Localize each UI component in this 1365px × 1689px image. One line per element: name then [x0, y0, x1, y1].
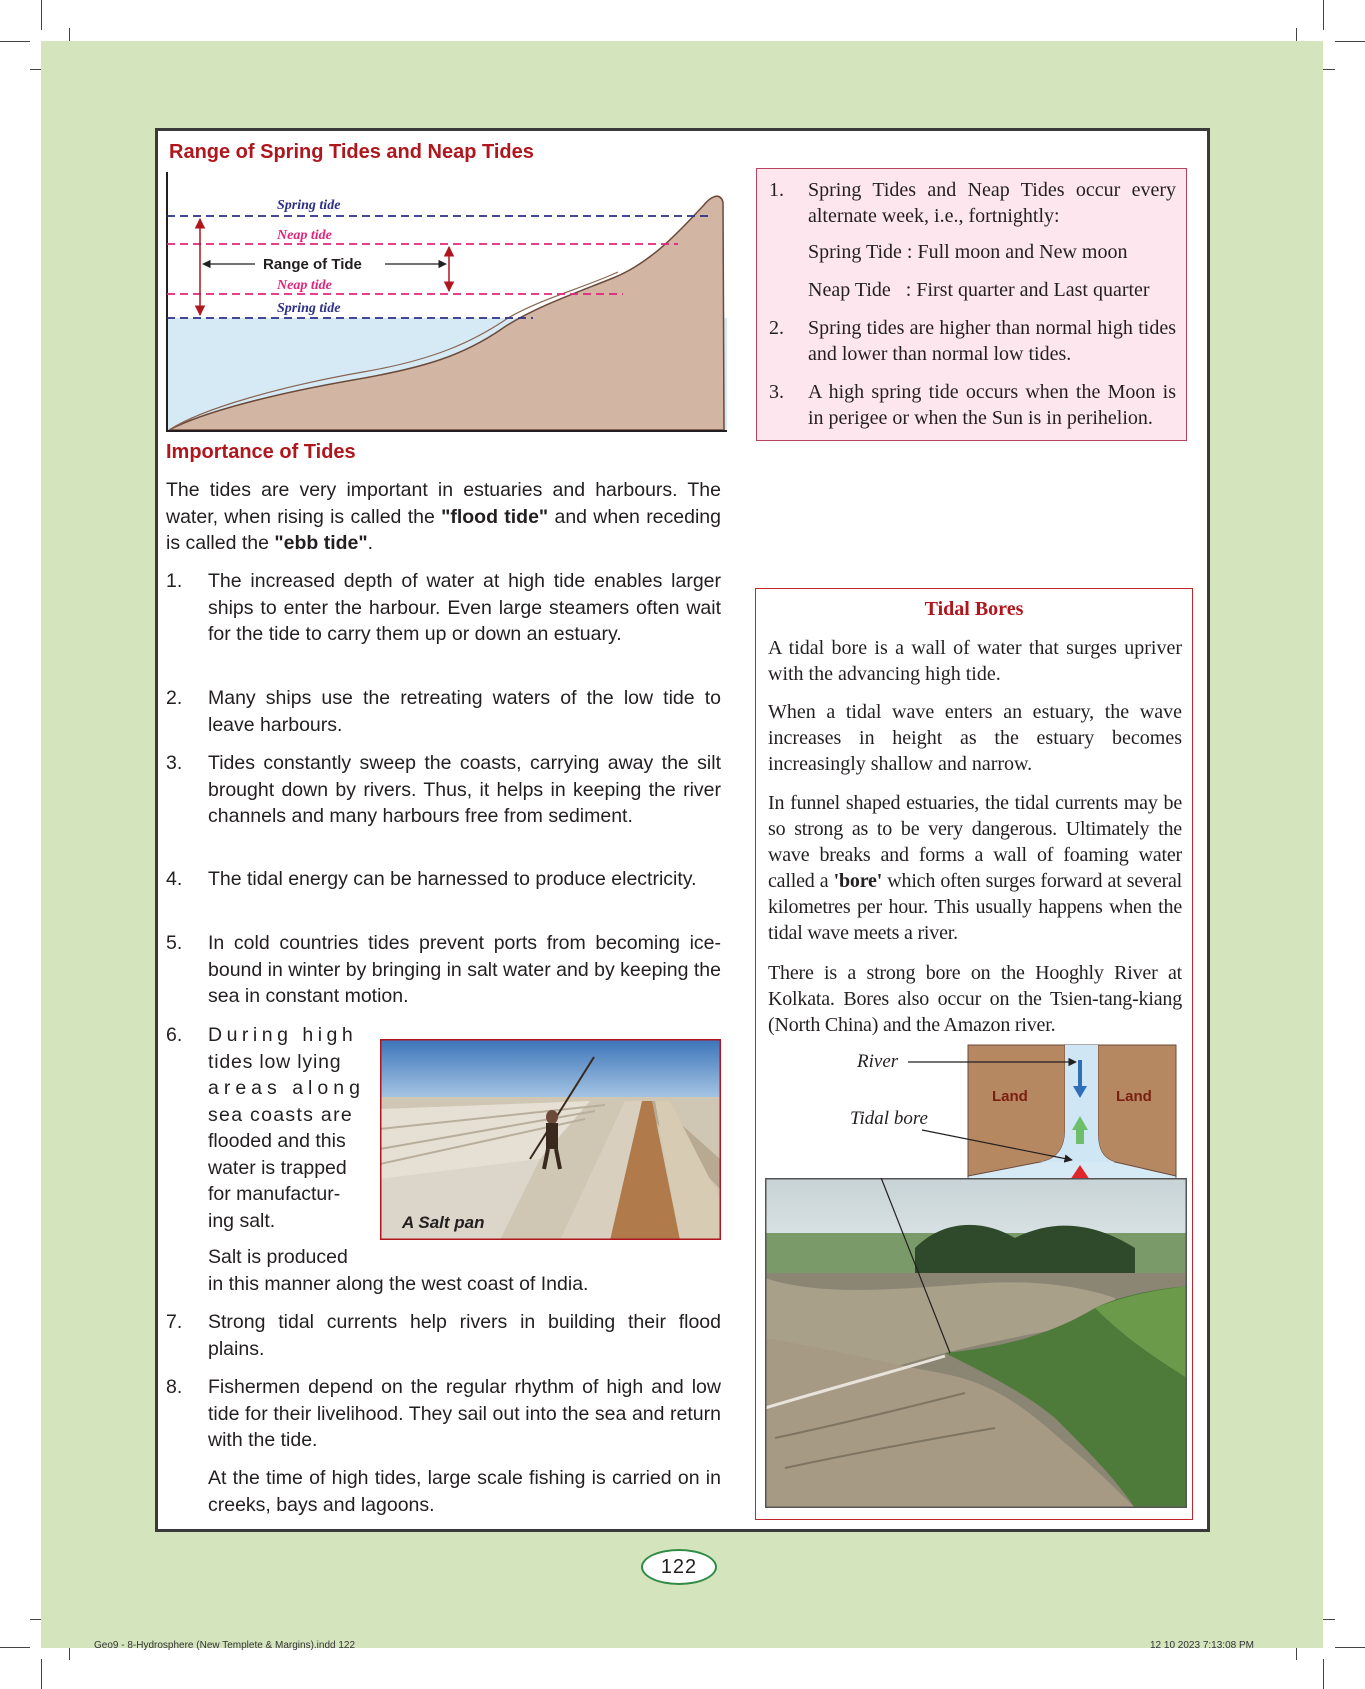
- text-line: During high: [208, 1024, 358, 1046]
- salt-pan-caption: A Salt pan: [402, 1213, 485, 1232]
- text-line: for manufactur-: [208, 1183, 341, 1205]
- text-line: Salt is produced: [208, 1246, 348, 1268]
- footer-file-info: Geo9 - 8-Hydrosphere (New Templete & Margins).indd 122: [94, 1640, 356, 1651]
- crop-mark: [41, 1659, 42, 1689]
- note-number: 3.: [769, 381, 784, 403]
- note-item: [769, 177, 1176, 233]
- footer-timestamp: 12 10 2023 7:13:08 PM: [1150, 1640, 1254, 1651]
- tide-range-diagram: [163, 172, 731, 434]
- item8-extra: At the time of high tides, large scale fishing is carried on in creeks, bays and lagoons.: [208, 1467, 721, 1516]
- list-number: 5.: [166, 932, 183, 954]
- crop-mark: [0, 1647, 30, 1648]
- item6-continuation: [208, 1244, 721, 1297]
- label-spring-top: Spring tide: [277, 198, 341, 213]
- bores-para: [768, 790, 1182, 946]
- term-ebb-tide: "ebb tide": [274, 532, 368, 554]
- list-text: Strong tidal currents help rivers in building their flood plains.: [208, 1311, 721, 1360]
- list-text: The increased depth of water at high tide enables larger ships to enter the harbour. Even large steamers often wait for the tide to carry them up or down an estuary.: [208, 570, 721, 645]
- crop-mark: [41, 0, 42, 30]
- list-number: 8.: [166, 1376, 183, 1398]
- note-text: Spring Tides and Neap Tides occur every alternate week, i.e., fortnightly:: [808, 179, 1176, 227]
- intro-text: .: [367, 532, 374, 554]
- salt-pan-photo: [380, 1039, 721, 1240]
- crop-mark: [1335, 1647, 1365, 1648]
- list-text: Fishermen depend on the regular rhythm of high and low tide for their livelihood. They sail out into the sea and return with the tide.: [208, 1376, 721, 1451]
- bores-text: In funnel shaped estuaries, the tidal currents may be so strong as to be very dangerous. Ultimately the wave breaks and forms a wall of foaming water called a: [768, 792, 1182, 892]
- note-text: Spring tides are higher than normal high tides and lower than normal low tides.: [808, 317, 1176, 365]
- label-land-right: Land: [1116, 1088, 1152, 1105]
- list-text: In cold countries tides prevent ports from becoming ice-bound in winter by bringing in salt water and by keeping the sea in constant motion.: [208, 932, 721, 1007]
- page-number: 122: [641, 1549, 717, 1585]
- text-line: sea coasts are: [208, 1103, 354, 1126]
- land-right: [1098, 1045, 1176, 1176]
- note-spring: Spring Tide : Full moon and New moon: [808, 241, 1128, 263]
- label-spring-bottom: Spring tide: [277, 301, 341, 316]
- label-neap-top: Neap tide: [277, 228, 332, 243]
- item6-narrow-text: [208, 1022, 370, 1234]
- crop-mark: [1323, 0, 1324, 30]
- tide-notes-box: [756, 168, 1187, 441]
- list-number: 7.: [166, 1311, 183, 1333]
- importance-intro: [166, 477, 721, 557]
- label-river: River: [857, 1051, 899, 1072]
- label-land-left: Land: [992, 1088, 1028, 1105]
- text-line: ing salt.: [208, 1209, 276, 1232]
- text-line: in this manner along the west coast of India.: [208, 1272, 589, 1295]
- note-number: 1.: [769, 179, 784, 201]
- list-text: The tidal energy can be harnessed to produce electricity.: [208, 868, 697, 890]
- label-range-of-tide: Range of Tide: [263, 256, 362, 273]
- label-tidal-bore: Tidal bore: [850, 1108, 928, 1129]
- tidal-bores-title: Tidal Bores: [924, 598, 1024, 620]
- text-line: tides low lying: [208, 1050, 342, 1073]
- bores-text: which often surges forward at several kilometres per hour. This usually happens when the tidal wave meets a river.: [768, 870, 1182, 944]
- list-text: Tides constantly sweep the coasts, carrying away the silt brought down by rivers. Thus, it helps in keeping the river channels and many harbours free from sediment.: [208, 752, 721, 827]
- term-bore: 'bore': [833, 870, 883, 892]
- text-line: flooded and this: [208, 1130, 346, 1152]
- tidal-bore-photo: [765, 1178, 1187, 1508]
- diagram-title: Range of Spring Tides and Neap Tides: [169, 141, 534, 163]
- text-line: water is trapped: [208, 1156, 347, 1179]
- bores-para: A tidal bore is a wall of water that surges upriver with the advancing high tide.: [768, 637, 1182, 685]
- label-neap-bottom: Neap tide: [277, 278, 332, 293]
- list-number: 6.: [166, 1024, 183, 1046]
- bores-para: When a tidal wave enters an estuary, the wave increases in height as the estuary becomes increasingly shallow and narrow.: [768, 701, 1182, 775]
- crop-mark: [0, 41, 30, 42]
- list-number: 1.: [166, 570, 183, 592]
- importance-heading: Importance of Tides: [166, 441, 356, 463]
- crop-mark: [1335, 41, 1365, 42]
- note-number: 2.: [769, 317, 784, 339]
- note-text: A high spring tide occurs when the Moon is in perigee or when the Sun is in perihelion.: [808, 381, 1176, 429]
- bores-para: There is a strong bore on the Hooghly River at Kolkata. Bores also occur on the Tsien-tang-kiang (North China) and the Amazon river.: [768, 962, 1182, 1036]
- text-line: areas along: [208, 1077, 365, 1099]
- list-number: 3.: [166, 752, 183, 774]
- intro-text: and when receding is called the: [166, 505, 721, 554]
- list-number: 4.: [166, 868, 183, 890]
- term-flood-tide: "flood tide": [441, 505, 549, 528]
- crop-mark: [1323, 1659, 1324, 1689]
- list-number: 2.: [166, 687, 183, 709]
- intro-text: The tides are very important in estuaries and harbours. The water, when rising is called the: [166, 479, 721, 528]
- list-text: Many ships use the retreating waters of the low tide to leave harbours.: [208, 687, 721, 736]
- note-neap: Neap Tide : First quarter and Last quarter: [808, 279, 1150, 301]
- land-left: [968, 1045, 1065, 1176]
